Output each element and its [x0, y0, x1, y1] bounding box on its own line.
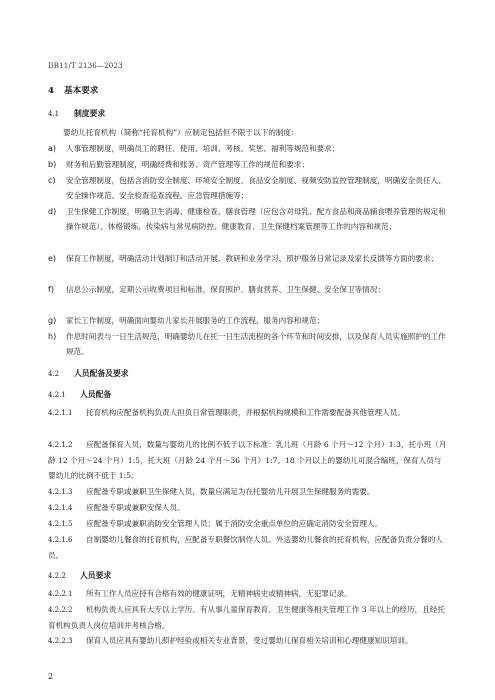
intro-paragraph: 婴幼儿托育机构（简称“托育机构”）应制定包括但不限于以下的制度： [63, 128, 299, 137]
section-number: 4.2.2 [48, 572, 66, 580]
clause-number: 4.2.1.5 [48, 520, 73, 528]
list-item [48, 141, 448, 156]
list-item-label: b) [48, 160, 57, 169]
clause-number: 4.2.1.3 [48, 488, 73, 496]
clause-text: 应配备专职或兼职安保人员。 [86, 503, 185, 512]
clause [48, 602, 448, 633]
section-title: 人员配备及要求 [74, 369, 129, 378]
list-item-text: 卫生保健工作制度，明确卫生消毒、健康检查、膳食管理（应包含对母乳、配方食品和商品辅食喂养管理的规定和操作规范）、体格锻炼、传染病与常见病防控、健康教育、卫生保健档案管理等工作的内容和规范； [66, 207, 446, 231]
section-heading-4-2-1 [48, 389, 111, 400]
clause-text: 所有工作人员应持有合格有效的健康证明，无精神病史或精神病，无犯罪记录。 [86, 589, 352, 598]
list-item-label: a) [48, 144, 57, 153]
section-number: 4.2.1 [48, 391, 66, 399]
section-heading-4-1 [48, 108, 105, 119]
list-item-text: 信息公示制度，定期公示收费项目和标准、保育照护、膳食营养、卫生保健、安全保卫等情况； [66, 285, 385, 294]
list-item [48, 173, 448, 203]
clause-text: 机构负责人应具有大专以上学历、有从事儿童保育教育、卫生健康等相关管理工作 3 年以上的经历，且经托育机构负责人岗位培训并考核合格。 [48, 605, 445, 630]
list-item-label: g) [48, 316, 57, 325]
clause [48, 484, 448, 500]
list-item [48, 157, 448, 172]
section-heading-4-2-2 [48, 570, 111, 581]
list-item-text: 财务和后勤管理制度，明确经费和账务、资产管理等工作的规范和要求； [66, 160, 309, 169]
list-item-text: 安全管理制度，包括含消防安全制度、环境安全制度、食品安全制度、视频安防监控管理制度，明确安全责任人、安全操作规范、安全检查巡查流程、应急管理措施等； [66, 176, 446, 200]
list-item-label: e) [48, 254, 57, 263]
clause-number: 4.2.1.2 [48, 441, 73, 449]
list-item-label: f) [48, 285, 54, 294]
clause-number: 4.2.2.2 [48, 606, 73, 614]
clause-text: 应配备保育人员，数量与婴幼儿的比例不低于以下标准：乳儿班（月龄 6 个月～12 个月）1:3，托小班（月龄 12 个月～24 个月）1:5，托大班（月龄 24 个月～36 个月）1:7。18 个月以上的婴幼儿可混合编班，保育人员与婴幼儿的比例不低于 1:5。 [48, 440, 447, 480]
list-item-text: 保育工作制度，明确活动计划制订和活动开展、教研和业务学习、照护服务日常记录及家长反馈等方面的要求； [66, 254, 439, 263]
list-item [48, 313, 448, 328]
section-number: 4.1 [48, 110, 60, 118]
clause [48, 633, 448, 649]
clause [48, 516, 448, 532]
section-heading-4 [48, 84, 98, 96]
section-number: 4.2 [48, 370, 60, 378]
clause [48, 586, 448, 602]
list-item-label: d) [48, 207, 57, 216]
section-title: 基本要求 [64, 86, 99, 96]
list-item [48, 204, 448, 234]
clause-number: 4.2.1.6 [48, 536, 73, 544]
list-item [48, 329, 448, 359]
list-item-text: 人事管理制度，明确员工的聘任、使用、培训、考核、奖惩、福利等规范和要求； [66, 144, 340, 153]
clause [48, 532, 448, 563]
list-item-label: c) [48, 176, 56, 185]
clause-number: 4.2.2.3 [48, 637, 73, 645]
clause-text: 应配备专职或兼职卫生保健人员，数量应满足为在托婴幼儿开展卫生保健服务的需要。 [86, 487, 375, 496]
clause [48, 405, 448, 421]
clause-number: 4.2.1.1 [48, 409, 73, 417]
list-item-label: h) [48, 332, 57, 341]
page-number: 2 [48, 672, 54, 681]
clause-number: 4.2.2.1 [48, 590, 73, 598]
clause-text: 应配备专职或兼职消防安全管理人员；属于消防安全重点单位的应确定消防安全管理人。 [86, 519, 383, 528]
document-code-header: DB11/T 2136—2023 [48, 62, 123, 70]
clause-text: 保育人员应具有婴幼儿照护经验或相关专业背景，受过婴幼儿保育相关培训和心理健康知识培训。 [86, 636, 413, 645]
section-number: 4 [48, 86, 54, 96]
section-title: 制度要求 [74, 109, 106, 118]
clause [48, 500, 448, 516]
section-heading-4-2 [48, 368, 129, 379]
clause-text: 自制婴幼儿餐食的托育机构，应配备专职餐饮制作人员。外送婴幼儿餐食的托育机构，应配备负责分餐的人员。 [48, 535, 443, 560]
clause-text: 托育机构应配备机构负责人担负日常管理职责，并根据机构规模和工作需要配备其他管理人员。 [86, 408, 405, 417]
list-item-text: 作息时间表与一日生活规范，明确婴幼儿在托一日生活流程的各个环节和时间安排，以及保育人员实施照护的工作规范。 [66, 332, 446, 356]
clause-number: 4.2.1.4 [48, 504, 73, 512]
list-item [48, 251, 448, 266]
section-title: 人员要求 [80, 571, 112, 580]
section-title: 人员配备 [80, 390, 112, 399]
list-item [48, 282, 448, 297]
list-item-text: 家长工作制度，明确面向婴幼儿家长开展服务的工作流程、服务内容和规范； [66, 316, 325, 325]
clause [48, 437, 448, 483]
